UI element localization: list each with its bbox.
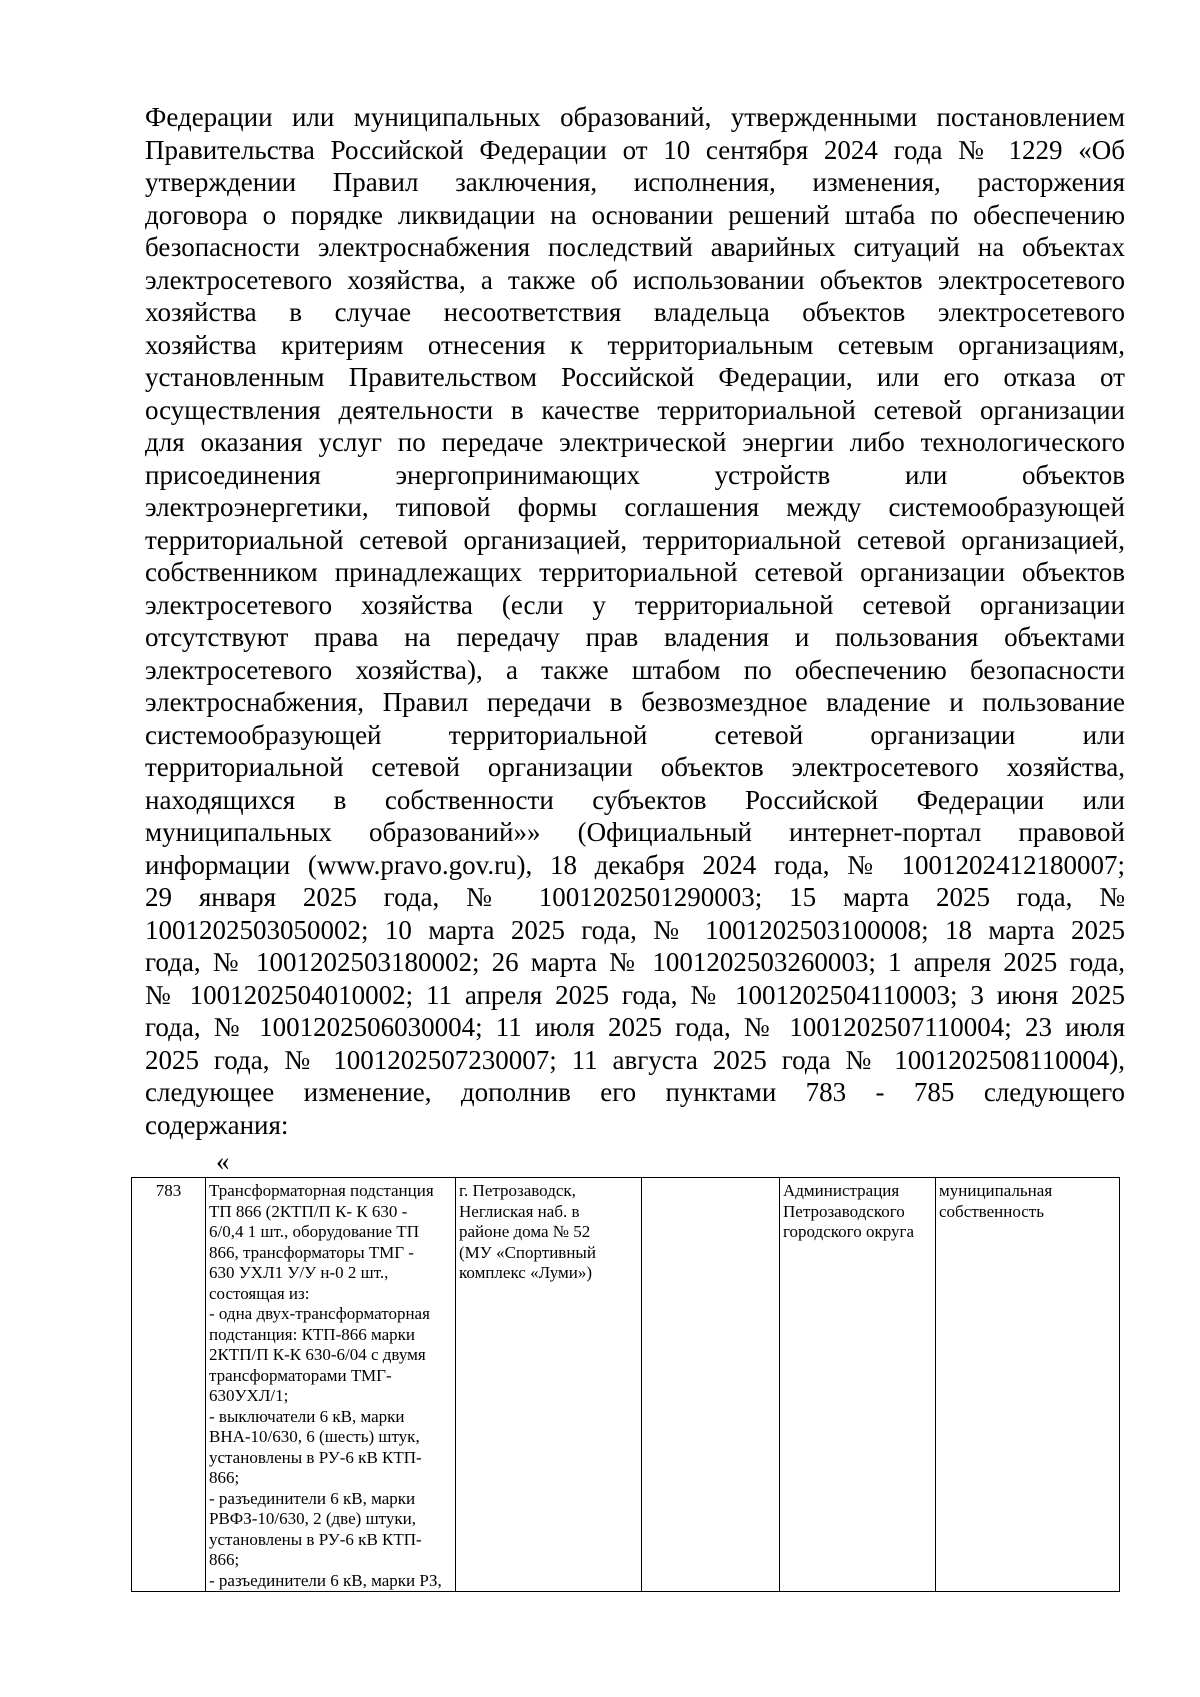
empty-cell [642,1178,780,1592]
body-line: территориальной сетевой организацией, территориальной сетевой организацией, [145,524,1125,555]
body-line: № 1001202504010002; 11 апреля 2025 года, № 1001202504110003; 3 июня 2025 [145,979,1125,1010]
opening-quote-mark: « [216,1146,230,1176]
body-line: содержания: [145,1109,289,1140]
body-line: собственником принадлежащих территориальной сетевой организации объектов [145,557,1125,587]
object-name-line: ВНА-10/630, 6 (шесть) штук, [209,1427,420,1446]
object-name-line: 6/0,4 1 шт., оборудование ТП [209,1222,419,1241]
body-line: хозяйства в случае несоответствия владельца объектов электросетевого [145,297,1125,327]
object-name-line: - разъединители 6 кВ, марки [209,1488,416,1508]
object-address-line: Неглиская наб. в [459,1201,580,1221]
object-name-line: - разъединители 6 кВ, марки РЗ, [209,1570,442,1590]
object-address-line: (МУ «Спортивный [459,1242,596,1262]
body-line: договора о порядке ликвидации на основании решений штаба по обеспечению [145,199,1125,230]
owner-line: Администрация [783,1181,900,1200]
body-line: территориальной сетевой организации объектов электросетевого хозяйства, [145,752,1125,782]
object-address-cell [456,1178,642,1592]
objects-table [131,1177,1120,1592]
object-name-line: РВФЗ-10/630, 2 (две) штуки, [209,1509,416,1528]
object-name-line: 866; [209,1550,240,1569]
body-line: информации (www.pravo.gov.ru), 18 декабря 2024 года, № 1001202412180007; [145,849,1125,880]
body-line: хозяйства критериям отнесения к территориальным сетевым организациям, [145,329,1125,360]
body-line: электроэнергетики, типовой формы соглашения между системообразующей [145,492,1125,522]
object-name-line: 630УХЛ/1; [209,1386,289,1405]
body-line: муниципальных образований»» (Официальный интернет-портал правовой [145,817,1125,847]
body-line: 2025 года, № 1001202507230007; 11 августа 2025 года № 1001202508110004), [145,1044,1125,1075]
object-name-line: установлены в РУ-6 кВ КТП- [209,1447,422,1467]
object-name-line: ТП 866 (2КТП/П К- К 630 - [209,1201,408,1221]
object-address-line: комплекс «Луми») [459,1263,592,1282]
body-line: установленным Правительством Российской Федерации, или его отказа от [145,362,1125,392]
object-name-line: состоящая из: [209,1283,310,1303]
body-line: 29 января 2025 года, № 1001202501290003; 15 марта 2025 года, № [145,882,1125,912]
owner-line: городского округа [783,1222,915,1241]
object-name-line: 866, трансформаторы ТМГ - [209,1242,414,1262]
object-name-line: 2КТП/П К-К 630-6/04 с двумя [209,1345,426,1364]
body-line: утверждении Правил заключения, исполнения, изменения, расторжения [145,167,1125,197]
table-row [132,1178,1120,1592]
body-line: находящихся в собственности субъектов Российской Федерации или [145,784,1125,815]
body-line: электросетевого хозяйства, а также об использовании объектов электросетевого [145,264,1125,295]
object-name-line: 866; [209,1468,240,1487]
object-address-line: районе дома № 52 [459,1222,591,1241]
body-line: года, № 1001202506030004; 11 июля 2025 года, № 1001202507110004; 23 июля [145,1012,1125,1042]
object-name-line: Трансформаторная подстанция [209,1181,434,1200]
body-line: Федерации или муниципальных образований, утвержденными постановлением [145,102,1125,132]
body-line: следующее изменение, дополнив его пунктами 783 - 785 следующего [145,1077,1125,1107]
row-number: 783 [155,1181,182,1200]
owner-line: Петрозаводского [783,1201,905,1221]
body-line: электроснабжения, Правил передачи в безвозмездное владение и пользование [145,687,1125,717]
body-line: присоединения энергопринимающих устройств или объектов [145,459,1125,490]
object-name-line: трансформаторами ТМГ- [209,1365,392,1385]
ownership-type-cell [936,1178,1120,1592]
object-name-line: установлены в РУ-6 кВ КТП- [209,1529,422,1549]
body-line: Правительства Российской Федерации от 10 сентября 2024 года № 1229 «Об [145,134,1125,165]
body-line: электросетевого хозяйства), а также штабом по обеспечению безопасности [145,654,1125,685]
object-address-line: г. Петрозаводск, [459,1181,576,1200]
body-line: года, № 1001202503180002; 26 марта № 1001202503260003; 1 апреля 2025 года, [145,947,1125,977]
ownership-type-line: муниципальная [939,1181,1053,1200]
object-name-line: - одна двух-трансформаторная [209,1304,430,1323]
body-paragraph [145,101,1125,1141]
object-name-cell [206,1178,456,1592]
ownership-type-line: собственность [939,1201,1044,1221]
object-name-line: 630 УХЛ1 У/У н-0 2 шт., [209,1263,389,1282]
body-line: 1001202503050002; 10 марта 2025 года, № 1001202503100008; 18 марта 2025 [145,914,1125,945]
object-name-line: - выключатели 6 кВ, марки [209,1406,405,1426]
object-name-line: подстанция: КТП-866 марки [209,1324,416,1344]
body-line: безопасности электроснабжения последствий аварийных ситуаций на объектах [145,232,1125,262]
body-line: для оказания услуг по передаче электрической энергии либо технологического [145,427,1125,457]
body-line: электросетевого хозяйства (если у территориальной сетевой организации [145,589,1125,620]
owner-cell [780,1178,936,1592]
row-number-cell [132,1178,206,1592]
body-line: системообразующей территориальной сетевой организации или [145,719,1125,750]
body-line: отсутствуют права на передачу прав владения и пользования объектами [145,622,1125,652]
body-line: осуществления деятельности в качестве территориальной сетевой организации [145,394,1125,425]
